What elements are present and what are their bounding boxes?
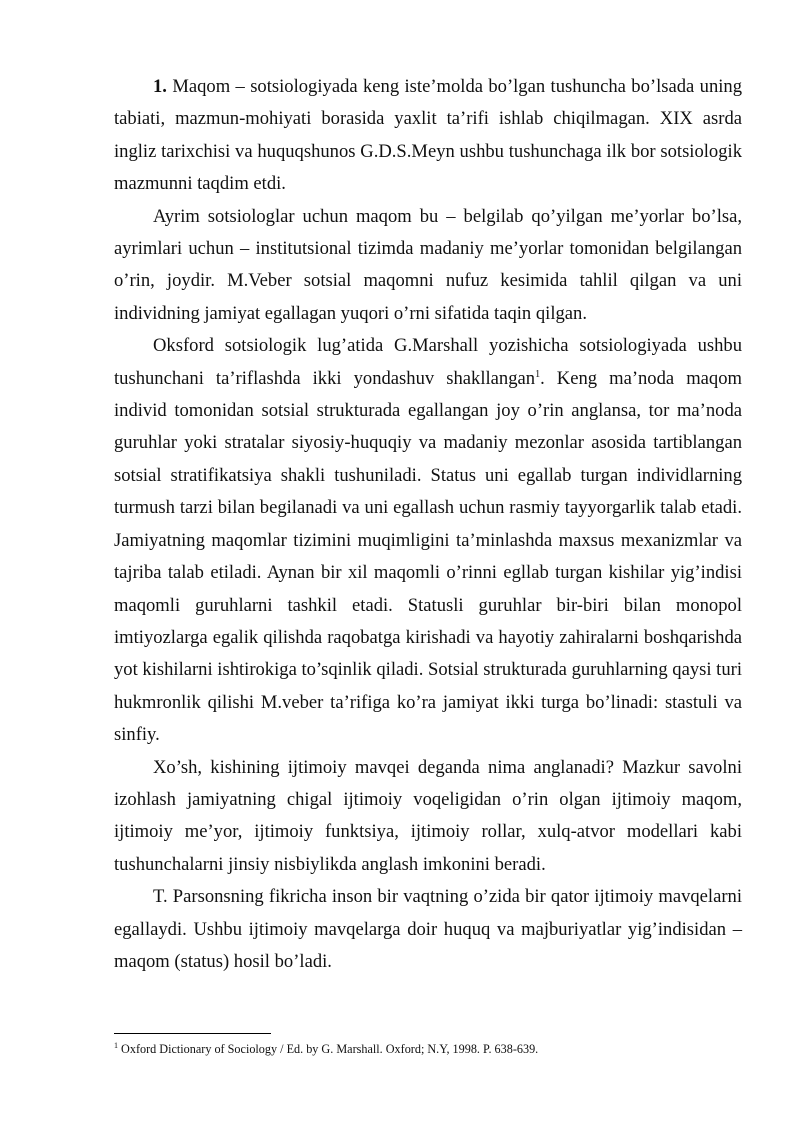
body-text — [114, 71, 742, 978]
paragraph-2: Ayrim sotsiologlar uchun maqom bu – belgilab qo’yilgan me’yorlar bo’lsa, ayrimlari uchun – institutsional tizimda madaniy me’yorlar tomonidan belgilangan o’rin, joydir. M.Veber sotsial maqomni nufuz kesimida tahlil qilgan va uni individning jamiyat egallagan yuqori o’rni sifatida taqin qilgan. — [114, 205, 742, 324]
footnote-text: Oxford Dictionary of Sociology / Ed. by G. Marshall. Oxford; N.Y, 1998. P. 638-639. — [118, 1042, 539, 1056]
footnote-marker: 1 — [114, 1040, 118, 1050]
paragraph-3-text-start: Oksford sotsiologik lug’atida G.Marshall yozishicha sotsiologiyada ushbu tushunchani ta’riflashda ikki yondashuv shakllangan — [114, 335, 742, 389]
footnote — [114, 1041, 742, 1057]
paragraph-3 — [114, 330, 742, 751]
paragraph-number: 1. — [153, 76, 167, 97]
paragraph-5: T. Parsonsning fikricha inson bir vaqtning o’zida bir qator ijtimoiy mavqelarni egallaydi. Ushbu ijtimoiy mavqelarga doir huquq va majburiyatlar yig’indisidan – maqom (status) hosil bo’ladi. — [114, 886, 742, 972]
paragraph-3-text-end: . Keng ma’noda maqom individ tomonidan sotsial strukturada egallangan joy o’rin anglansa, tor ma’noda guruhlar yoki stratalar siyosiy-huquqiy va madaniy mezonlar asosida tartiblangan sotsial stratifikatsiya shakli tushuniladi. Status uni egallab turgan individlarning turmush tarzi bilan begilanadi va uni egallash uchun rasmiy tayyorgarlik talab etadi. Jamiyatning maqomlar tizimini muqimligini ta’minlashda maxsus mexanizmlar va tajriba talab etiladi. Aynan bir xil maqomli o’rinni egllab turgan kishilar yig’indisi maqomli guruhlarni tashkil etadi. Statusli guruhlar bir-biri bilan monopol imtiyozlarga egalik qilishda raqobatga kirishadi va hayotiy zahiralarni boshqarishda yot kishilarni ishtirokiga to’sqinlik qiladi. Sotsial strukturada guruhlarning qaysi turi hukmronlik qilishi M.veber ta’rifiga ko’ra jamiyat ikki turga bo’linadi: stastuli va sinfiy. — [114, 367, 742, 746]
paragraph-1-text: Maqom – sotsiologiyada keng iste’molda bo’lgan tushuncha bo’lsada uning tabiati, mazmun-mohiyati borasida yaxlit ta’rifi ishlab chiqilmagan. XIX asrda ingliz tarixchisi va huquqshunos G.D.S.Meyn ushbu tushunchaga ilk bor sotsiologik mazmunni taqdim etdi. — [114, 76, 742, 195]
paragraph-1 — [114, 71, 742, 201]
paragraph-4: Xo’sh, kishining ijtimoiy mavqei deganda nima anglanadi? Mazkur savolni izohlash jamiyatning chigal ijtimoiy voqeligidan o’rin olgan ijtimoiy maqom, ijtimoiy me’yor, ijtimoiy funktsiya, ijtimoiy rollar, xulq-atvor modellari kabi tushunchalarni jinsiy nisbiylikda anglash imkonini beradi. — [114, 756, 742, 875]
footnote-divider — [114, 1033, 271, 1034]
footnote-reference[interactable]: 1 — [535, 368, 541, 380]
